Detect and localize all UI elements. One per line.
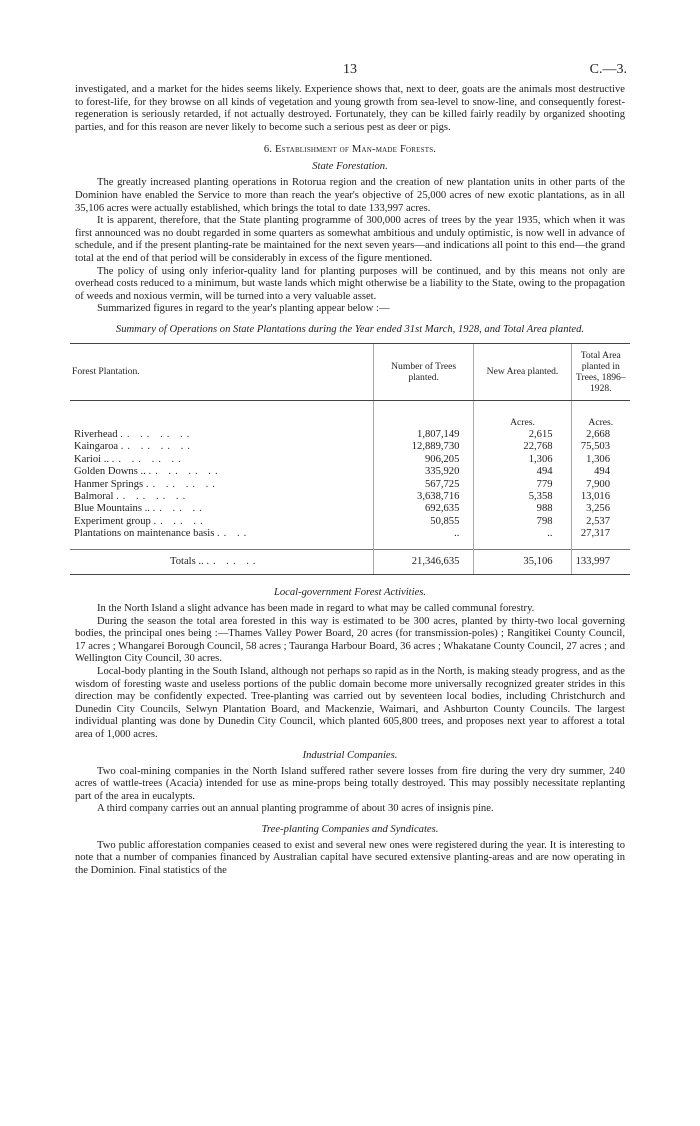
table-row [70,528,630,549]
dot-leader: .. .. .. [206,555,260,567]
plantation-name: Kaingaroa [74,441,119,453]
new-area: 779 [474,479,571,491]
new-area: .. [474,528,571,549]
plantation-name: Blue Mountains .. [74,503,150,515]
plantation-name: Plantations on maintenance basis [74,528,215,540]
planting-summary-table [70,343,630,575]
dot-leader: .. .. .. .. [120,428,194,440]
new-area: 798 [474,516,571,528]
dot-leader: .. .. [217,528,251,540]
table-row [70,466,630,478]
trees-planted: 12,889,730 [373,441,474,453]
table-row [70,429,630,441]
dot-leader: .. .. .. [153,515,207,527]
plantation-name: Experiment group [74,515,151,527]
grand-total-area: 133,997 [571,549,630,574]
table-row [70,441,630,453]
intro-paragraph: investigated, and a market for the hides seems likely. Experience shows that, next to deer, goats are the animals most destructive to forest-life, for they browse on all kinds of vegetation and young growth from sea-level to snow-line, and consequently forest-regeneration is seriously retarded, if not actually destroyed. Fortunately, they can be killed fairly readily by organized shooting parties, and for this reason are never likely to become such a serious pest as deer or pigs. [75,84,625,133]
paragraph: Two coal-mining companies in the North Island suffered rather severe losses from fire during the very dry summer, 240 acres of wattle-trees (Acacia) intended for use as mine-props being totally destroyed. This may possibly necessitate replanting part of the area in eucalypts. [75,765,625,802]
plantation-name: Hanmer Springs [74,478,144,490]
total-area: 7,900 [571,479,630,491]
dot-leader: .. .. .. .. [145,478,219,490]
new-area: 5,358 [474,491,571,503]
column-header-trees: Number of Trees planted. [373,343,474,400]
table-header-row [70,343,630,400]
new-area: 1,306 [474,454,571,466]
total-trees: 21,346,635 [373,549,474,574]
page-header [75,62,625,84]
new-area: 2,615 [474,429,571,441]
plantation-name: Golden Downs .. [74,466,146,478]
total-area: 1,306 [571,454,630,466]
document-page [72,62,627,878]
plantation-name: Riverhead [74,428,118,440]
column-header-new-area: New Area planted. [474,343,571,400]
unit-label: Acres. [571,400,630,429]
total-area: 13,016 [571,491,630,503]
trees-planted: .. [373,528,474,549]
document-code: C.—3. [589,62,627,77]
dot-leader: .. .. .. .. [148,466,222,478]
paragraph: A third company carries out an annual planting programme of about 30 acres of insignis pine. [97,803,494,815]
table-caption: Summary of Operations on State Plantations during the Year ended 31st March, 1928, and Total Area planted. [115,323,585,335]
table-row [70,503,630,515]
subsection-heading: State Forestation. [312,161,388,173]
subsection-heading: Local-government Forest Activities. [273,586,427,598]
unit-label: Acres. [474,400,571,429]
paragraph: Summarized figures in regard to the year's planting appear below :— [97,303,390,315]
new-area: 988 [474,503,571,515]
section-heading: 6. Establishment of Man-made Forests. [263,144,437,156]
trees-planted: 692,635 [373,503,474,515]
paragraph: Local-body planting in the South Island, although not perhaps so rapid as in the North, is making steady progress, and as the wisdom of foresting waste and useless portions of the public domain become more universally recognized greater strides in this direction may be confidently expected. Tree-planting was carried out by seventeen local bodies, including Christchurch and Dunedin City Councils, Selwyn Plantation Board, and Mackenzie, Waimari, and Ashburton County Councils. The largest individual planting was done by Dunedin City Council, which planted 605,800 trees, and proposes next year to afforest a total area of 1,000 acres. [75,665,625,740]
total-area: 2,537 [571,516,630,528]
paragraph: During the season the total area forested in this way is estimated to be 300 acres, planted by thirty-two local governing bodies, the principal ones being :—Thames Valley Power Board, 20 acres (for transmission-poles) ; Rangitikei County Council, 17 acres ; Whangarei Borough Council, 58 acres ; Tauranga Harbour Board, 36 acres ; Whakatane County Council, 27 acres ; and Wellington City Council, 30 acres. [75,615,625,665]
column-header-total-area: Total Area planted in Trees, 1896–1928. [571,343,630,400]
paragraph: The greatly increased planting operations in Rotorua region and the creation of new plantation units in other parts of the Dominion have enabled the Service to more than reach the year's objective of 25,000 acres of new exotic plantations, as in all 35,106 acres were actually established, which brings the total to date 133,997 acres. [75,177,625,214]
new-area: 22,768 [474,441,571,453]
total-area: 2,668 [571,429,630,441]
column-header-forest: Forest Plantation. [70,343,373,400]
dot-leader: .. .. .. [152,503,206,515]
paragraph: Two public afforestation companies ceased to exist and several new ones were registered during the year. It is interesting to note that a number of companies financed by Australian capital have secured extensive planting-areas and are now operating in the Dominion. Final statistics of the [75,839,625,877]
trees-planted: 50,855 [373,516,474,528]
trees-planted: 567,725 [373,479,474,491]
plantation-name: Karioi .. [74,453,110,465]
trees-planted: 1,807,149 [373,429,474,441]
total-area: 27,317 [571,528,630,549]
paragraph: The policy of using only inferior-quality land for planting purposes will be continued, and by this means not only are overhead costs reduced to a minimum, but waste lands which might otherwise be a liability to the State, owing to the propagation of weeds and noxious vermin, will be turned into a very valuable asset. [75,265,625,302]
total-new-area: 35,106 [474,549,571,574]
table-row [70,454,630,466]
trees-planted: 906,205 [373,454,474,466]
total-area: 3,256 [571,503,630,515]
totals-label: Totals .. [170,555,204,567]
table-row [70,491,630,503]
trees-planted: 3,638,716 [373,491,474,503]
dot-leader: .. .. .. .. [120,441,194,453]
plantation-name: Balmoral [74,490,114,502]
trees-planted: 335,920 [373,466,474,478]
units-row [70,400,630,429]
total-area: 494 [571,466,630,478]
paragraph: It is apparent, therefore, that the State planting programme of 300,000 acres of trees by the year 1935, which when it was first announced was no doubt regarded in some quarters as somewhat ambitious and unduly optimistic, is now well in advance of schedule, and if the present planting-rate be maintained for the next seven years—and indications all point to this end—the grand total at the end of that period will be considerably in excess of the figure mentioned. [75,215,625,264]
total-area: 75,503 [571,441,630,453]
subsection-heading: Tree-planting Companies and Syndicates. [261,823,439,835]
dot-leader: .. .. .. .. [111,453,185,465]
table-row [70,516,630,528]
dot-leader: .. .. .. .. [116,490,190,502]
paragraph: In the North Island a slight advance has been made in regard to what may be called communal forestry. [97,602,535,614]
totals-row [70,549,630,574]
page-number: 13 [343,62,357,77]
table-row [70,479,630,491]
new-area: 494 [474,466,571,478]
subsection-heading: Industrial Companies. [302,749,398,761]
